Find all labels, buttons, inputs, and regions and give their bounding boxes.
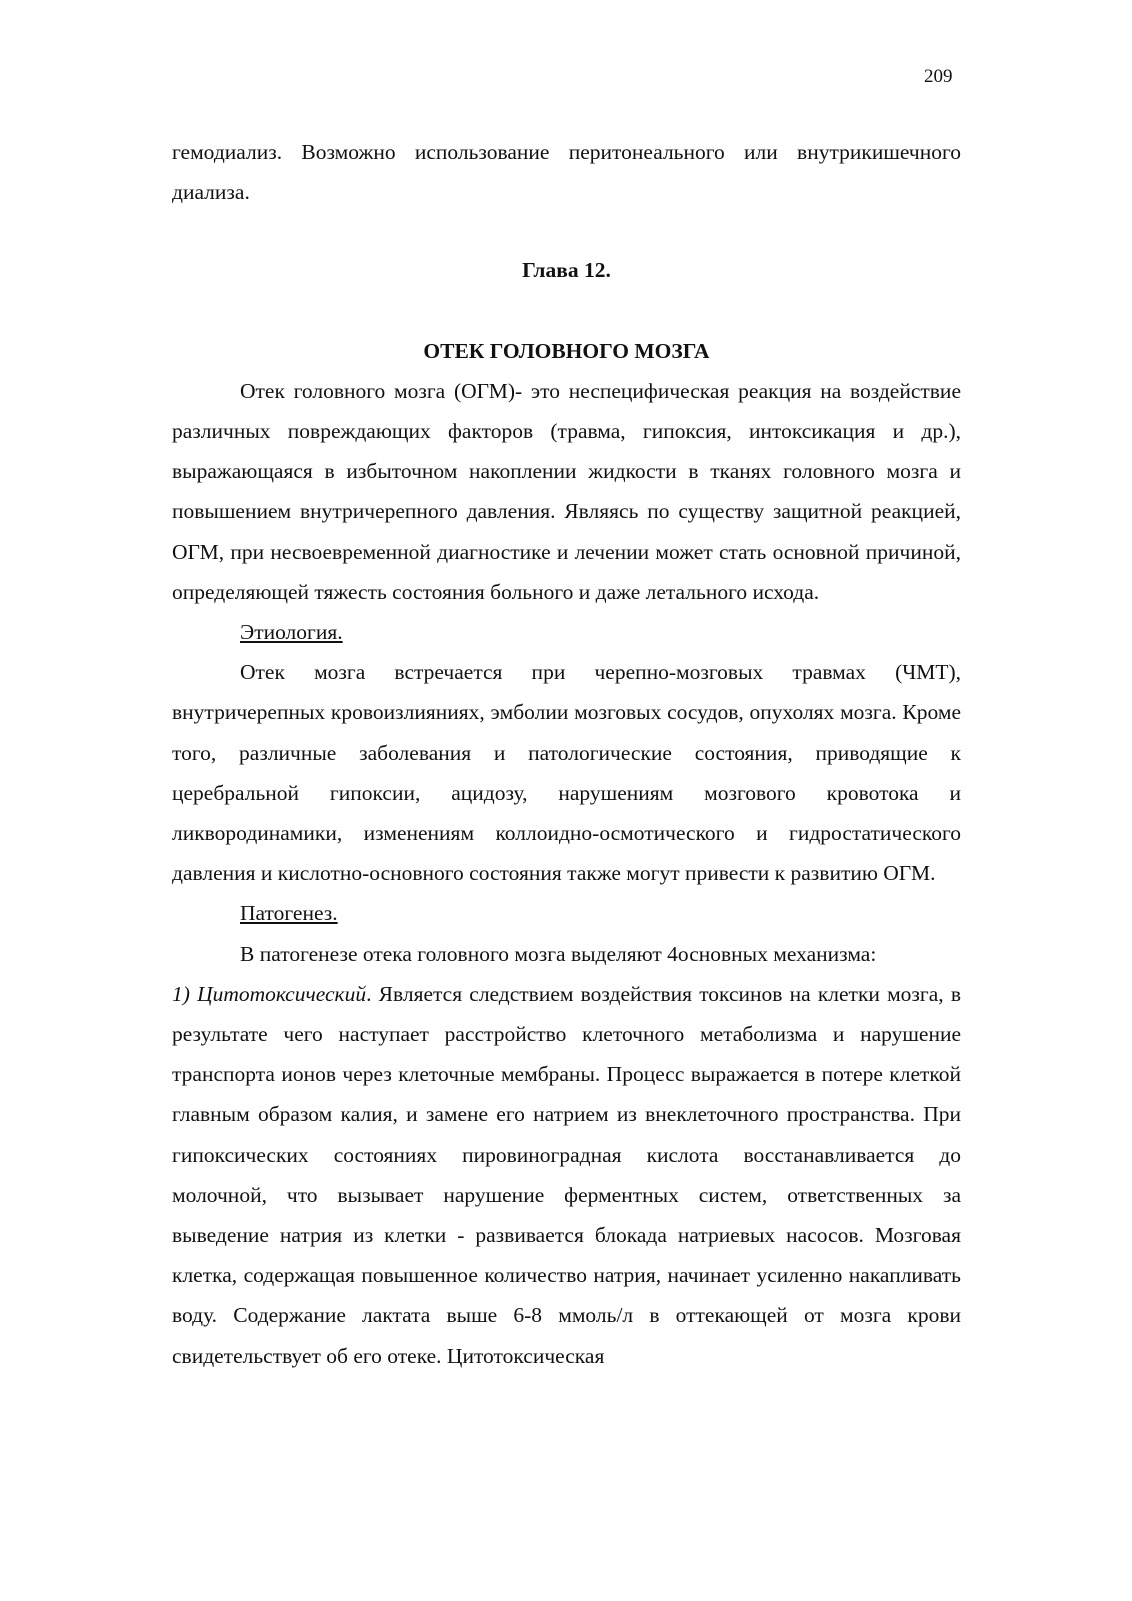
mechanism-1-text: . Является следствием воздействия токсинов на клетки мозга, в результате чего наступает расстройство клеточного метаболизма и нарушение транспорта ионов через клеточные мембраны. Процесс выражается в потере клеткой главным образом калия, и замене его натрием из внеклеточного пространства. При гипоксических состояниях пировиноградная кислота восстанавливается до молочной, что вызывает нарушение ферментных систем, ответственных за выведение натрия из клетки - развивается блокада натриевых насосов. Мозговая клетка, содержащая повышенное количество натрия, начинает усиленно накапливать воду. Содержание лактата выше 6-8 ммоль/л в оттекающей от мозга крови свидетельствует об его отеке. Цитотоксическая: [172, 981, 961, 1368]
page-number: 209: [924, 66, 953, 87]
pathogenesis-intro: В патогенезе отека головного мозга выделяют 4основных механизма:: [240, 941, 877, 966]
etiology-heading: Этиология.: [240, 620, 343, 645]
section-title: ОТЕК ГОЛОВНОГО МОЗГА: [423, 338, 710, 363]
chapter-title: Глава 12.: [522, 258, 611, 283]
definition-paragraph: Отек головного мозга (ОГМ)- это неспецифическая реакция на воздействие различных повреждающих факторов (травма, гипоксия, интоксикация и др.), выражающаяся в избыточном накоплении жидкости в тканях головного мозга и повышением внутричерепного давления. Являясь по существу защитной реакцией, ОГМ, при несвоевременной диагностике и лечении может стать основной причиной, определяющей тяжесть состояния больного и даже летального исхода.: [172, 378, 961, 604]
mechanism-1-paragraph: [172, 974, 961, 1376]
mechanism-1-term: 1) Цитотоксический: [172, 981, 367, 1006]
page-body: [172, 132, 961, 1376]
pathogenesis-heading: Патогенез.: [240, 901, 338, 926]
etiology-paragraph: Отек мозга встречается при черепно-мозговых травмах (ЧМТ), внутричерепных кровоизлияниях, эмболии мозговых сосудов, опухолях мозга. Кроме того, различные заболевания и патологические состояния, приводящие к церебральной гипоксии, ацидозу, нарушениям мозгового кровотока и ликвородинамики, изменениям коллоидно-осмотического и гидростатического давления и кислотно-основного состояния также могут привести к развитию ОГМ.: [172, 660, 961, 886]
intro-paragraph: гемодиализ. Возможно использование перитонеального или внутрикишечного диализа.: [172, 140, 961, 205]
